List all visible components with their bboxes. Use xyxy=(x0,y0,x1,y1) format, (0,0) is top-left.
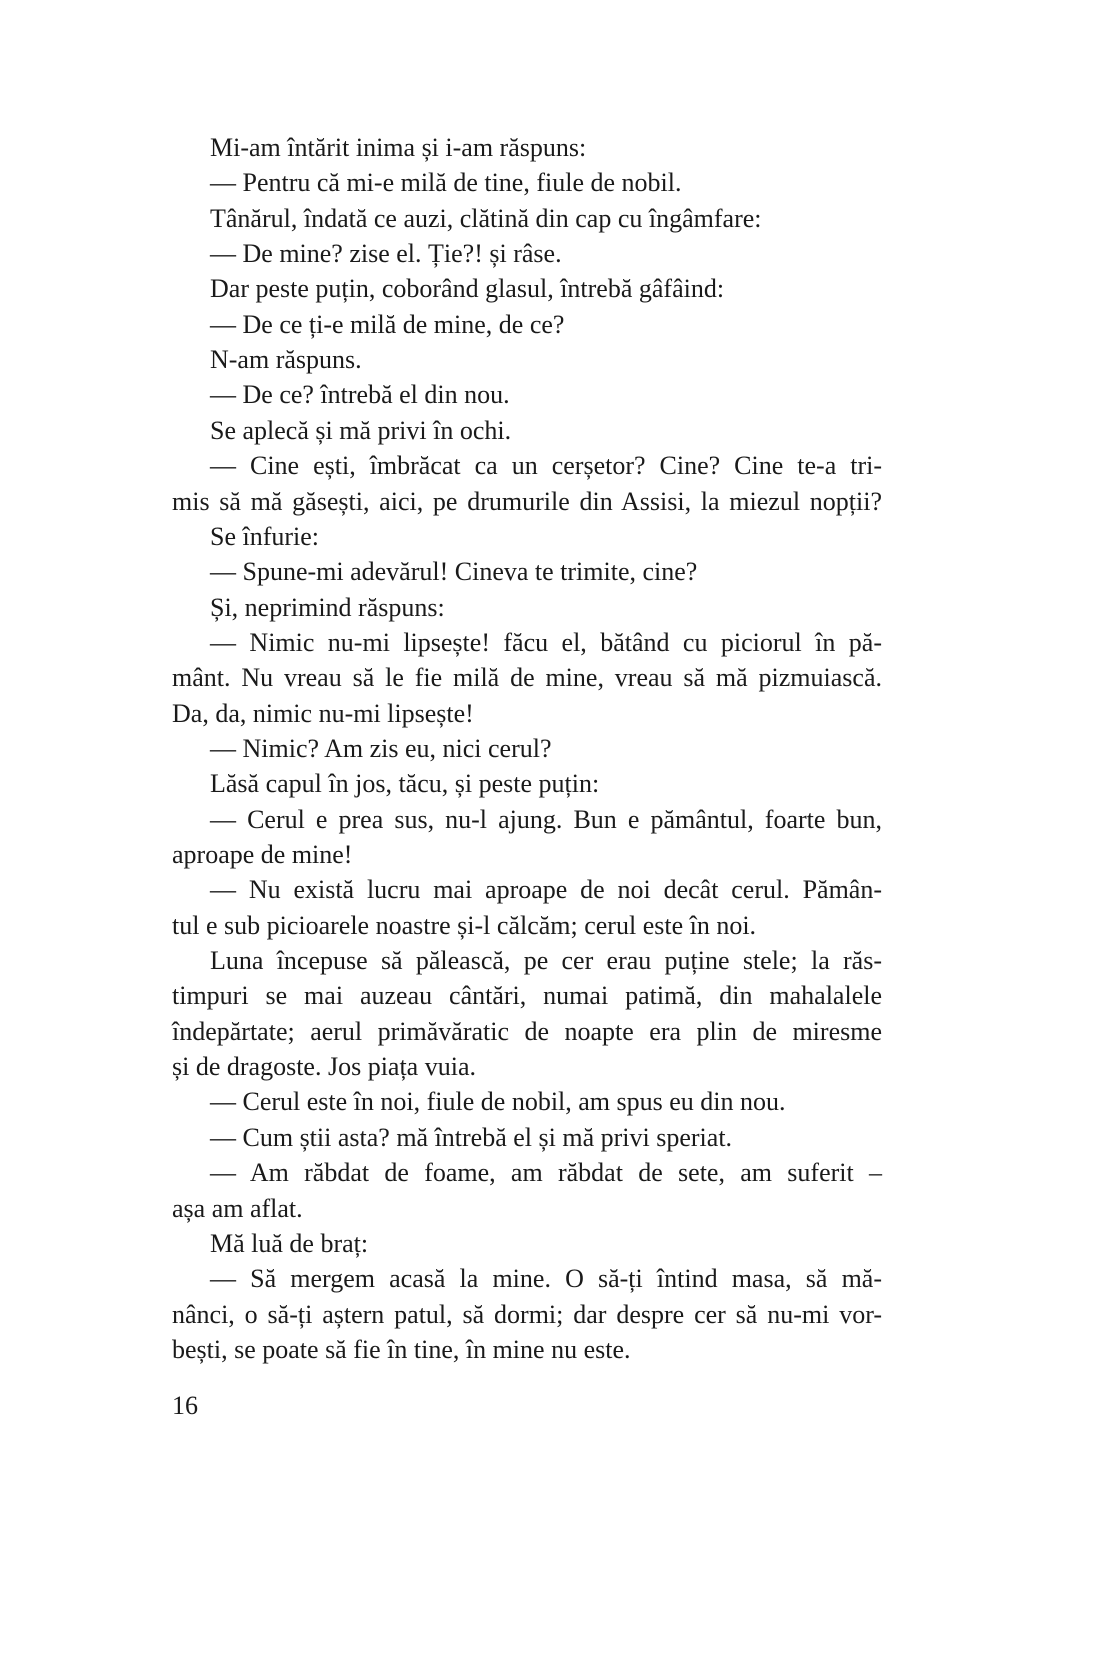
text-line: — Cerul este în noi, fiule de nobil, am spus eu din nou. xyxy=(210,1087,786,1117)
text-line: timpuri se mai auzeau cântări, numai patimă, din mahalalele xyxy=(172,981,882,1011)
text-line: — Nimic? Am zis eu, nici cerul? xyxy=(210,733,552,763)
text-line: Da, da, nimic nu-mi lipsește! xyxy=(172,698,474,728)
text-line: — De ce ți-e milă de mine, de ce? xyxy=(210,309,565,339)
text-line: Mă luă de braț: xyxy=(210,1228,369,1258)
text-line: nânci, o să-ți aștern patul, să dormi; dar despre cer să nu-mi vor- xyxy=(172,1299,882,1329)
page-number: 16 xyxy=(172,1391,198,1420)
text-line: — Să mergem acasă la mine. O să-ți întind masa, să mă- xyxy=(210,1264,882,1294)
text-line: Tânărul, îndată ce auzi, clătină din cap cu îngâmfare: xyxy=(210,203,762,233)
text-line: Se aplecă și mă privi în ochi. xyxy=(210,415,512,445)
text-line: — Cerul e prea sus, nu-l ajung. Bun e pământul, foarte bun, xyxy=(210,804,882,834)
text-line: aproape de mine! xyxy=(172,840,353,869)
text-line: Lăsă capul în jos, tăcu, și peste puțin: xyxy=(210,769,600,799)
text-line: — Nu există lucru mai aproape de noi decât cerul. Pămân- xyxy=(210,875,882,905)
text-line: Mi-am întărit inima și i-am răspuns: xyxy=(210,133,587,162)
text-line: — Spune-mi adevărul! Cineva te trimite, cine? xyxy=(210,557,698,587)
text-line: Dar peste puțin, coborând glasul, întrebă gâfâind: xyxy=(210,274,725,304)
text-line: și de dragoste. Jos piața vuia. xyxy=(172,1052,476,1082)
text-line: — Cum știi asta? mă întrebă el și mă privi speriat. xyxy=(210,1122,733,1152)
text-line: bești, se poate să fie în tine, în mine nu este. xyxy=(172,1334,631,1364)
text-line: mânt. Nu vreau să le fie milă de mine, vreau să mă pizmuiască. xyxy=(172,663,882,693)
text-line: Luna începuse să pălească, pe cer erau puține stele; la răs- xyxy=(210,946,882,976)
text-line: tul e sub picioarele noastre și-l călcăm; cerul este în noi. xyxy=(172,910,757,940)
text-line: Se înfurie: xyxy=(210,521,320,551)
text-line: — Cine ești, îmbrăcat ca un cerșetor? Cine? Cine te-a tri- xyxy=(210,451,882,481)
text-line: — Am răbdat de foame, am răbdat de sete, am suferit – xyxy=(210,1158,882,1188)
text-line: — Pentru că mi-e milă de tine, fiule de nobil. xyxy=(210,168,682,198)
text-line: N-am răspuns. xyxy=(210,345,362,375)
text-line: — De mine? zise el. Ție?! și râse. xyxy=(210,239,562,269)
text-line: — De ce? întrebă el din nou. xyxy=(210,380,510,410)
text-line: așa am aflat. xyxy=(172,1193,303,1223)
text-line: îndepărtate; aerul primăvăratic de noapte era plin de miresme xyxy=(172,1016,882,1046)
text-line: mis să mă găsești, aici, pe drumurile din Assisi, la miezul nopții? xyxy=(172,486,882,516)
text-line: — Nimic nu-mi lipsește! făcu el, bătând cu piciorul în pă- xyxy=(210,627,882,657)
text-line: Și, neprimind răspuns: xyxy=(210,592,445,622)
